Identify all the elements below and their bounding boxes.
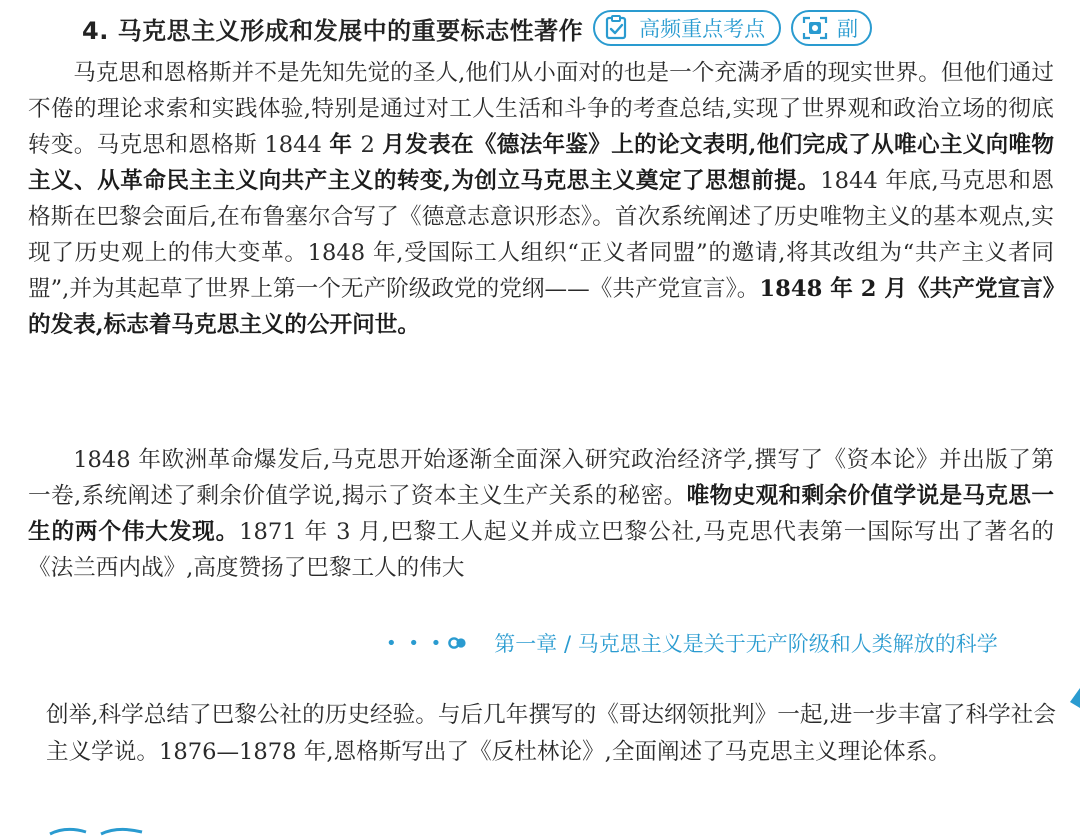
cut-off-heading-fragment xyxy=(46,826,156,836)
scan-icon xyxy=(801,14,829,42)
checklist-icon xyxy=(603,14,631,42)
body-text: 马克思和恩格斯并不是先知先觉的圣人,他们从小面对的也是一个充满矛盾的现实世界。但他们通过不倦的理论求索和实践体验,特别是通过对工人生活和斗争的考查总结,实现了世界观和政治立场的彻底转变。马克思和恩格斯 1844 xyxy=(28,60,1054,158)
aux-label: 副 xyxy=(837,17,859,41)
paragraph-1 xyxy=(28,55,1054,343)
chapter-header xyxy=(386,628,998,658)
chapter-header-text: 第一章 / 马克思主义是关于无产阶级和人类解放的科学 xyxy=(494,632,998,656)
emphasized-text: 年 xyxy=(329,132,361,158)
body-text: 1844 年底,马克思和恩格斯在巴黎会面后,在布鲁塞尔合写了《德意志意识形态》。首次系统阐述了历史唯物主义的基本观点,实现了历史观上的伟大变革。1848 年,受国际工人组织“正义者同盟”的邀请,将其改组为“共产主义者同盟”,并为其起草了世界上第一个无产阶级政党的党纲——《共产党宣言》。 xyxy=(28,168,1054,302)
paragraph-3 xyxy=(46,697,1056,771)
section-heading xyxy=(82,8,872,48)
body-text: 1871 年 3 月,巴黎工人起义并成立巴黎公社,马克思代表第一国际写出了著名的《法兰西内战》,高度赞扬了巴黎工人的伟大 xyxy=(28,519,1054,581)
body-text: 创举,科学总结了巴黎公社的历史经验。与后几年撰写的《哥达纲领批判》一起,进一步丰富了科学社会主义学说。1876—1878 年,恩格斯写出了《反杜林论》,全面阐述了马克思主义理论体系。 xyxy=(46,702,1056,765)
section-title: 4. 马克思主义形成和发展中的重要标志性著作 xyxy=(82,16,584,45)
emphasized-text: 唯物史观和剩余价值学说是马克思一生的两个伟大发现。 xyxy=(28,483,1054,545)
page-corner-icon xyxy=(1068,688,1080,708)
ring-icon xyxy=(448,636,468,650)
paragraph-2 xyxy=(28,442,1054,586)
divider-dots: • • • xyxy=(386,632,445,654)
emphasized-text: 月发表在《德法年鉴》上的论文表明,他们完成了从唯心主义向唯物主义、从革命民主主义向共产主义的转变,为创立马克思主义奠定了思想前提。 xyxy=(28,132,1054,194)
key-point-badge[interactable] xyxy=(593,10,781,46)
emphasized-text: 1848 年 2 月《共产党宣言》的发表,标志着马克思主义的公开问世。 xyxy=(28,276,1055,338)
key-point-label: 高频重点考点 xyxy=(639,17,766,41)
body-text: 1848 年欧洲革命爆发后,马克思开始逐渐全面深入研究政治经济学,撰写了《资本论》并出版了第一卷,系统阐述了剩余价值学说,揭示了资本主义生产关系的秘密。 xyxy=(28,447,1054,509)
body-text: 2 xyxy=(360,132,383,158)
aux-badge[interactable] xyxy=(791,10,872,46)
